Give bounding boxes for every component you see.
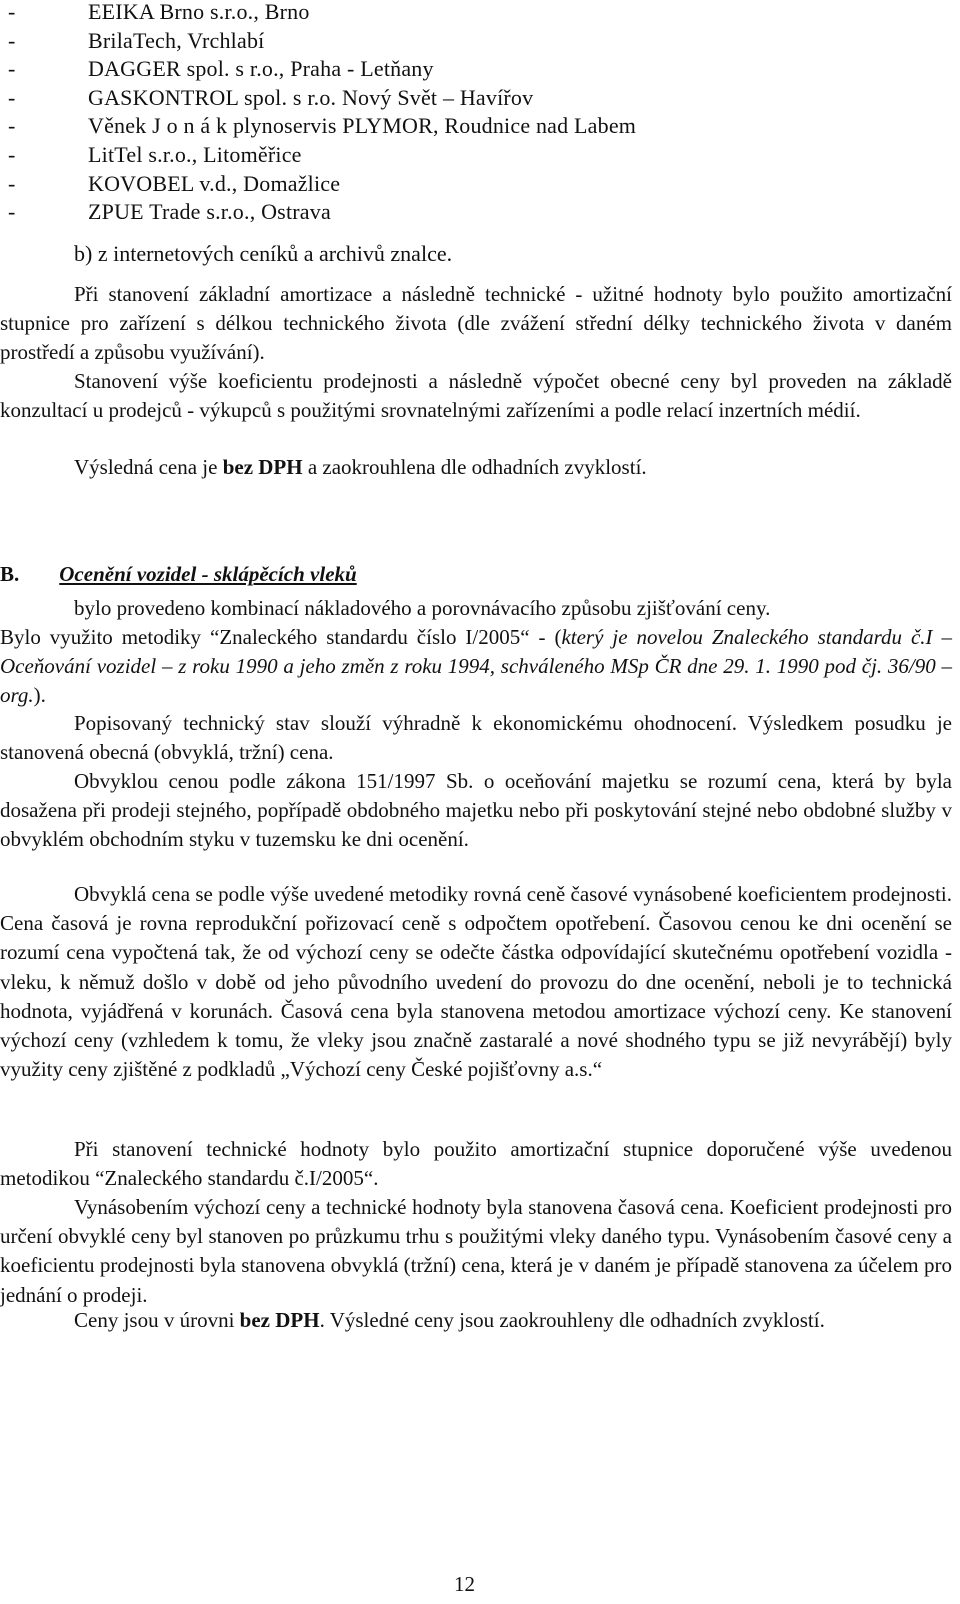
section-paragraph-2: Bylo využito metodiky “Znaleckého standardu číslo I/2005“ - (který je novelou Znaleckého standardu č.I – Oceňování vozidel – z roku 1990 a jeho změn z roku 1994, schváleného MSp ČR dne 29. 1. 1990 pod čj. 36/90 – org.). [0, 625, 952, 708]
list-item: - KOVOBEL v.d., Domažlice [8, 170, 341, 196]
list-item: - GASKONTROL spol. s r.o. Nový Svět – Havířov [8, 84, 534, 110]
list-item: - DAGGER spol. s r.o., Praha - Letňany [8, 56, 434, 82]
section-paragraph-1: bylo provedeno kombinací nákladového a porovnávacího způsobu zjišťování ceny. [74, 596, 771, 620]
list-item: - BrilaTech, Vrchlabí [8, 27, 265, 53]
list-item: - LitTel s.r.o., Litoměřice [8, 141, 302, 167]
source-b-line: b) z internetových ceníků a archivů znalce. [74, 241, 453, 266]
paragraph-result-price: Výsledná cena je bez DPH a zaokrouhlena dle odhadních zvyklostí. [74, 455, 647, 479]
section-paragraph-7: Vynásobením výchozí ceny a technické hodnoty byla stanovena časová cena. Koeficient prodejnosti pro určení obvyklé ceny byl stanoven po průzkumu trhu s použitými vleky daného typu. Vynásobením časové ceny a koeficientu prodejnosti byla stanovena obvyklá (tržní) cena, která je v daném je případě stanovena za účelem pro jednání o prodeji. [0, 1195, 952, 1307]
section-paragraph-3: Popisovaný technický stav slouží výhradně k ekonomickému ohodnocení. Výsledkem posudku je stanovená obecná (obvyklá, tržní) cena. [0, 711, 952, 765]
list-item: - ZPUE Trade s.r.o., Ostrava [8, 199, 331, 225]
section-paragraph-5: Obvyklá cena se podle výše uvedené metodiky rovná ceně časové vynásobené koeficientem prodejnosti. Cena časová je rovna reprodukční pořizovací ceně s odpočtem opotřebení. Časovou cenou ke dni ocenění se rozumí cena vypočtená tak, že od výchozí ceny se odečte částka odpovídající skutečnému opotřebení vozidla - vleku, k němuž došlo v době od jeho původního uvedení do provozu do dne ocenění, neboli je to technická hodnota, vyjádřená v korunách. Časová cena byla stanovena metodou amortizace výchozí ceny. Ke stanovení výchozí ceny (vzhledem k tomu, že vleky jsou značně zastaralé a nové shodného typu se již nevyrábějí) byly využity ceny zjištěné z podkladů „Výchozí ceny České pojišťovny a.s.“ [0, 882, 952, 1082]
list-item: - Věnek J o n á k plynoservis PLYMOR, Roudnice nad Labem [8, 113, 637, 139]
section-paragraph-6: Při stanovení technické hodnoty bylo použito amortizační stupnice doporučené výše uvedenou metodikou “Znaleckého standardu č.I/2005“. [0, 1137, 952, 1191]
section-paragraph-4: Obvyklou cenou podle zákona 151/1997 Sb. o oceňování majetku se rozumí cena, která by byla dosažena při prodeji stejného, popřípadě obdobného majetku nebo při poskytování stejné nebo obdobné služby v obvyklém obchodním styku v tuzemsku ke dni ocenění. [0, 769, 952, 852]
page-number: 12 [454, 1572, 475, 1596]
paragraph-coefficient: Stanovení výše koeficientu prodejnosti a následně výpočet obecné ceny byl proveden na základě konzultací u prodejců - výkupců s použitými srovnatelnými zařízeními a podle relací inzertních médií. [0, 369, 952, 422]
section-letter: B. [0, 562, 20, 586]
list-item: - EEIKA Brno s.r.o., Brno [8, 0, 310, 24]
paragraph-amortization: Při stanovení základní amortizace a následně technické - užitné hodnoty bylo použito amortizační stupnice pro zařízení s délkou technického života (dle zvážení střední délky technického života v daném prostředí a způsobu využívání). [0, 282, 952, 364]
section-paragraph-8: Ceny jsou v úrovni bez DPH. Výsledné ceny jsou zaokrouhleny dle odhadních zvyklostí. [74, 1308, 825, 1332]
section-title: Ocenění vozidel - sklápěcích vleků [59, 562, 357, 586]
supplier-list [8, 0, 637, 227]
section-heading [0, 562, 357, 587]
